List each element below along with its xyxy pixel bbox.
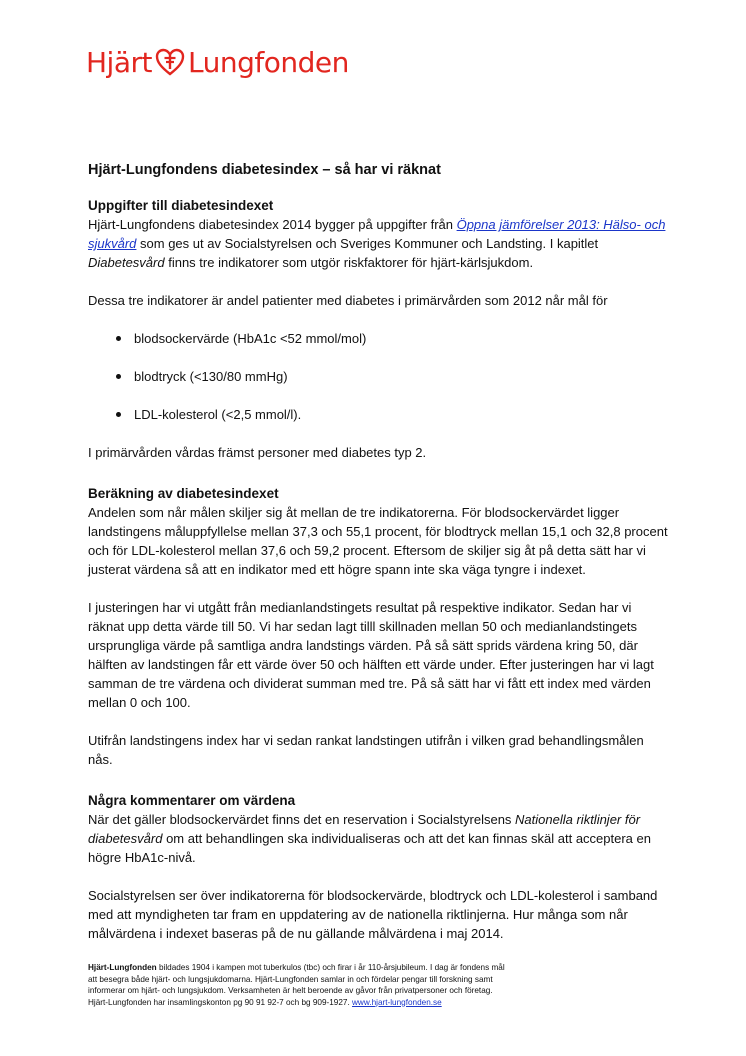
intro-text-a: Hjärt-Lungfondens diabetesindex 2014 bygger på uppgifter från — [88, 217, 457, 232]
document-title: Hjärt-Lungfondens diabetesindex – så har vi räknat — [88, 162, 441, 178]
section-heading-calculation: Beräkning av diabetesindexet — [88, 486, 279, 501]
website-link[interactable]: www.hjart-lungfonden.se — [352, 997, 442, 1007]
chapter-name: Diabetesvård — [88, 255, 165, 270]
paragraph-comments-1 — [88, 810, 668, 867]
paragraph-intro — [88, 215, 668, 272]
footer-text: bildades 1904 i kampen mot tuberkulos (tbc) och firar i år 110-årsjubileum. I dag är fondens mål att besegra både hjärt- och lungsjukdomarna. Hjärt-Lungfonden samlar in och fördelar pengar till forskning samt informerar om hjärt- och lungsjukdom. Verksamheten är helt beroende av gåvor från privatpersoner och företag. Hjärt-Lungfonden har insamlingskonton pg 90 91 92-7 och bg 909-1927. — [88, 963, 505, 1007]
heart-cross-icon — [155, 47, 185, 77]
document-body — [88, 160, 668, 962]
intro-text-b: som ges ut av Socialstyrelsen och Sveriges Kommuner och Landsting. I kapitlet — [136, 236, 599, 251]
list-item: LDL-kolesterol (<2,5 mmol/l). — [88, 405, 668, 424]
paragraph-primary-care: I primärvården vårdas främst personer med diabetes typ 2. — [88, 445, 427, 460]
section-heading-comments: Några kommentarer om värdena — [88, 793, 296, 808]
brand-logo — [86, 41, 349, 83]
logo-text-left: Hjärt — [86, 45, 152, 79]
footer — [88, 962, 508, 1008]
comments-text-b: om att behandlingen ska individualiseras och att det kan finnas skäl att acceptera en högre HbA1c-nivå. — [88, 831, 651, 865]
logo-text-right: Lungfonden — [187, 45, 349, 79]
section-heading-data: Uppgifter till diabetesindexet — [88, 198, 274, 213]
paragraph-calc-2: I justeringen har vi utgått från medianlandstingets resultat på respektive indikator. Sedan har vi räknat upp detta värde till 50. Vi har sedan lagt tilll skillnaden mellan 50 och medianlandstingets ursprungliga värde på samtliga andra landstings värden. På så sätt sprids värdena kring 50, där hälften av landstingen får ett värde över 50 och hälften ett värde under. Efter justeringen har vi lagt samman de tre värdena och dividerat summan med tre. På så sätt har vi fått ett index med värden mellan 0 och 100. — [88, 600, 654, 710]
footer-org: Hjärt-Lungfonden — [88, 963, 157, 972]
paragraph-indicators: Dessa tre indikatorer är andel patienter med diabetes i primärvården som 2012 når mål för — [88, 293, 608, 308]
paragraph-calc-1: Andelen som når målen skiljer sig åt mellan de tre indikatorerna. För blodsockervärdet ligger landstingens måluppfyllelse mellan 37,3 och 55,1 procent, för blodtryck mellan 15,1 och 32,8 procent och för LDL-kolesterol mellan 37,6 och 59,2 procent. Eftersom de skiljer sig åt på detta sätt har vi justerat värdena så att en indikator med ett högre spann inte ska väga tyngre i indexet. — [88, 505, 668, 577]
list-item: blodtryck (<130/80 mmHg) — [88, 367, 668, 386]
report-link[interactable]: Öppna jämförelser 2013: Hälso- och sjukvård — [88, 217, 666, 251]
paragraph-calc-3: Utifrån landstingens index har vi sedan rankat landstingen utifrån i vilken grad behandlingsmålen nås. — [88, 733, 644, 767]
indicator-list — [88, 329, 668, 424]
intro-text-c: finns tre indikatorer som utgör riskfaktorer för hjärt-kärlsjukdom. — [164, 255, 534, 270]
comments-text-a: När det gäller blodsockervärdet finns det en reservation i Socialstyrelsens — [88, 812, 516, 827]
guideline-name: Nationella riktlinjer för diabetesvård — [88, 812, 641, 846]
paragraph-comments-2: Socialstyrelsen ser över indikatorerna för blodsockervärde, blodtryck och LDL-kolesterol i samband med att myndigheten tar fram en uppdatering av de nationella riktlinjerna. Hur många som når målvärdena i indexet baseras på de nu gällande målvärdena i maj 2014. — [88, 888, 658, 941]
list-item: blodsockervärde (HbA1c <52 mmol/mol) — [88, 329, 668, 348]
